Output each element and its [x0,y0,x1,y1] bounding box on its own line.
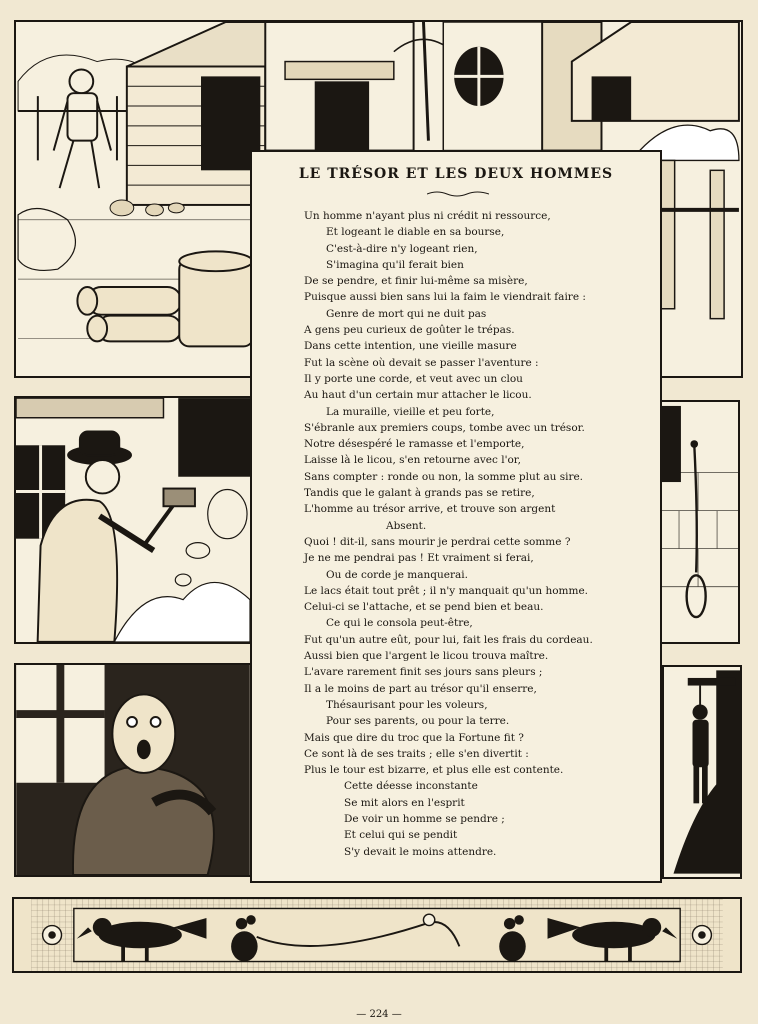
poem-line: Thésaurisant pour les voleurs, [326,698,488,711]
poem-line: Mais que dire du troc que la Fortune fit ? [304,731,524,744]
page-number-ornament-right: — [391,1009,402,1020]
poem-line: Puisque aussi bien sans lui la faim le viendrait faire : [304,291,586,304]
poem-line: Ce sont là de ses traits ; elle s'en divertit : [304,747,529,760]
poem-line: Dans cette intention, une vieille masure [304,340,517,353]
hanged-silhouette-icon [664,667,740,877]
decorative-frieze [12,897,742,973]
poem-line: Cette déesse inconstante [344,780,478,793]
poem-line: Pour ses parents, ou pour la terre. [326,715,510,728]
poem-line: Fut qu'un autre eût, pour lui, fait les frais du cordeau. [304,633,593,646]
page-number-ornament-left: — [356,1009,370,1020]
page-number-text: 224 [369,1009,389,1020]
man-with-hammer-breaking-wall-icon [16,398,250,642]
poem-line: C'est-à-dire n'y logeant rien, [326,242,478,255]
shocked-man-panel [14,663,252,877]
shocked-old-man-icon [16,665,250,875]
poem-line: S'y devait le moins attendre. [344,845,497,858]
poem-line: S'imagina qu'il ferait bien [326,258,464,271]
poem-line: A gens peu curieux de goûter le trépas. [304,324,515,337]
poem-title: LE TRÉSOR ET LES DEUX HOMMES [298,166,614,182]
poem-line: S'ébranle aux premiers coups, tombe avec un trésor. [304,421,585,434]
poem-line: Genre de mort qui ne duit pas [326,307,487,320]
poem-line: Il y porte une corde, et veut avec un clou [304,372,523,385]
poem-line: Fut la scène où devait se passer l'aventure : [304,356,539,369]
rope-panel [658,400,740,644]
poem-line: Celui-ci se l'attache, et se pend bien et beau. [304,601,544,614]
poem-line: Absent. [386,519,427,532]
poem-line: De se pendre, et finir lui-même sa misère, [304,275,528,288]
poem-line: Quoi ! dit-il, sans mourir je perdrai cette somme ? [304,535,571,548]
poem-line: Aussi bien que l'argent le licou trouva maître. [304,650,549,663]
poem-line: Et logeant le diable en sa bourse, [326,226,505,239]
poem-line: Ce qui le consola peut-être, [326,617,473,630]
poem-line: Au haut d'un certain mur attacher le licou. [304,389,532,402]
poem-line: Ou de corde je manquerai. [326,568,468,581]
poem-line: Je ne me pendrai pas ! Et vraiment si ferai, [304,552,534,565]
poem-line: L'homme au trésor arrive, et trouve son argent [304,503,556,516]
poem-line: L'avare rarement finit ses jours sans pleurs ; [304,666,543,679]
poem-line: Un homme n'ayant plus ni crédit ni ressource, [304,210,551,222]
poem-line: Le lacs était tout prêt ; il n'y manquait qu'un homme. [304,584,588,597]
noose-on-wall-icon [660,402,738,642]
poem-line: Plus le tour est bizarre, et plus elle est contente. [304,764,564,777]
hammer-panel [14,396,252,644]
poem-line: Sans compter : ronde ou non, la somme plut au sire. [304,470,584,483]
poem-line: Tandis que le galant à grands pas se retire, [304,487,535,500]
poem-line: Et celui qui se pendit [344,829,458,842]
poem-line: Se mit alors en l'esprit [344,796,465,809]
poem-line: La muraille, vieille et peu forte, [326,405,495,418]
poem-body [304,208,659,860]
ornament-icon [427,190,489,198]
poem-line: Il a le moins de part au trésor qu'il enserre, [304,682,537,695]
poem-line: Notre désespéré le ramasse et l'emporte, [304,438,525,451]
hanged-panel [662,665,742,879]
poem-line: Laisse là le licou, s'en retourne avec l'or, [304,454,521,467]
poem-line: De voir un homme se pendre ; [344,812,505,825]
page-number [0,1009,758,1020]
crows-mice-rope-frieze-icon [14,899,740,971]
poem-box [250,150,662,883]
